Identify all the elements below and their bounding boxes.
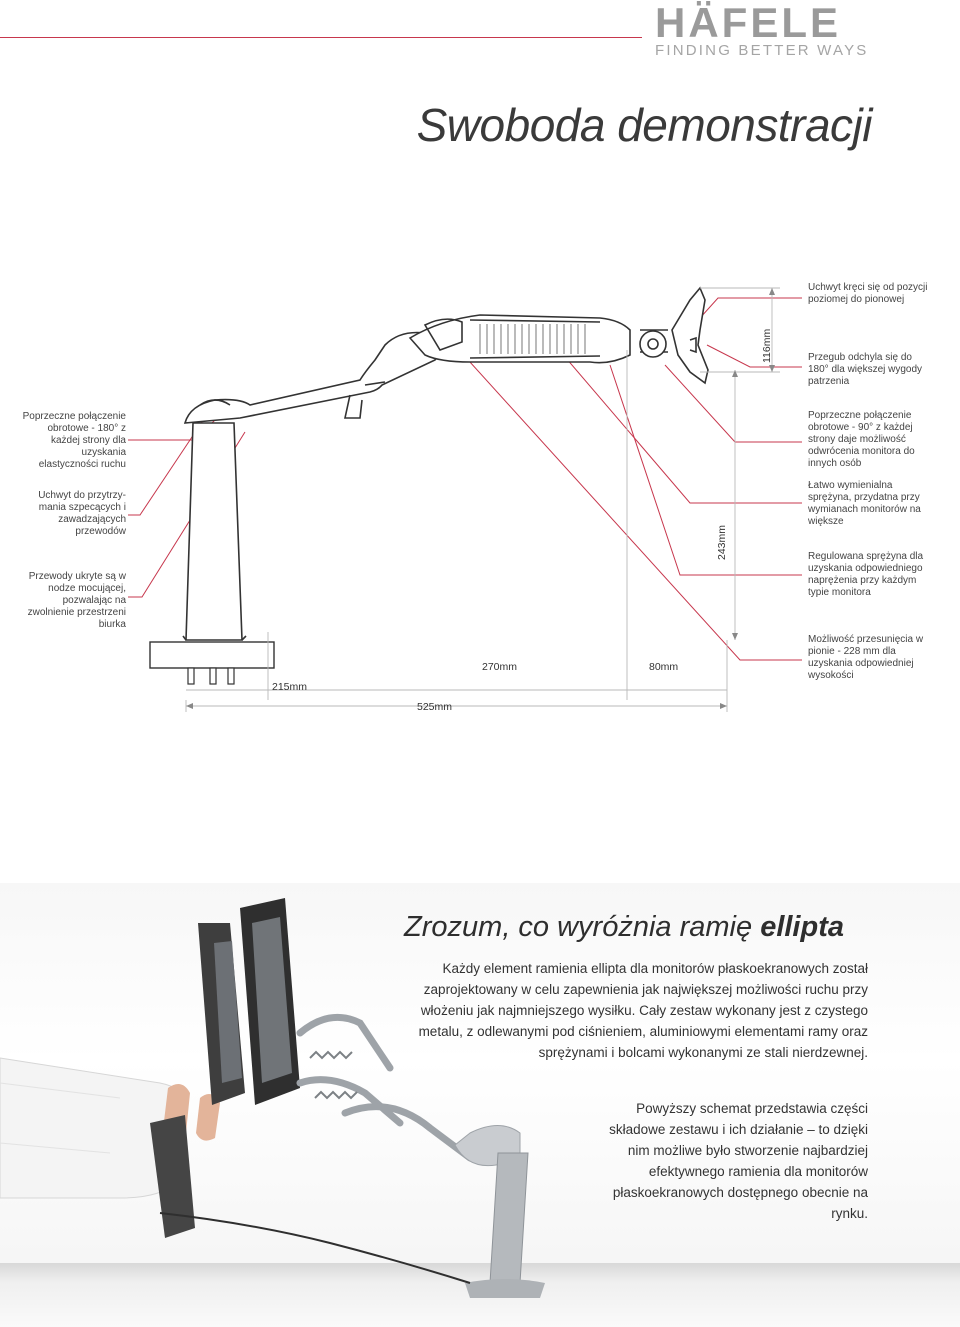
rear-monitor bbox=[150, 923, 245, 1238]
arm-outline bbox=[183, 288, 708, 640]
section-paragraph-1: Każdy element ramienia ellipta dla monitorów płaskoekranowych został zaprojektowany w celu zapewnienia jak największej możliwości ruchu przy włożeniu jak najmniejszego wysiłku. Cały zestaw wykonany jest z czystego metalu, z odlewanymi pod ciśnieniem, aluminiowymi elementami ramy oraz sprężynami i bolcami wykonanymi ze stali nierdzewnej. bbox=[418, 961, 868, 1060]
annotation-replaceable-spring: Łatwo wymienialna sprężyna, przydatna przy wymianach monitorów na większe bbox=[808, 480, 921, 527]
annotation-tilt-180: Przegub odchyla się do 180° dla większej wygody patrzenia bbox=[808, 352, 923, 387]
section-title-product: ellipta bbox=[760, 911, 844, 943]
arm-springs bbox=[310, 1052, 357, 1098]
dimension-215mm: 215mm bbox=[272, 681, 308, 693]
annotation-hidden-cables: Przewody ukryte są w nodze mocującej, pozwalając na zwolnienie przestrzeni biurka bbox=[27, 571, 126, 630]
annotation-swivel-90: Poprzeczne połączenie obrotowe - 90° z każdej strony daje możliwość odwrócenia monitora do innych osób bbox=[808, 410, 915, 469]
annotation-vertical-adjust: Możliwość przesunięcia w pionie - 228 mm dla uzyskania odpowiedniej wysokości bbox=[808, 634, 924, 681]
front-monitor bbox=[240, 898, 300, 1105]
mounting-base bbox=[150, 642, 274, 684]
section-paragraph-2: Powyższy schemat przedstawia części składowe zestawu i ich działanie – to dzięki nim możliwe było stworzenie najbardziej efektywnego ramienia dla monitorów płaskoekranowych dostępnego obecnie na rynku. bbox=[609, 1101, 868, 1221]
dimension-270mm: 270mm bbox=[482, 661, 518, 673]
section-title bbox=[404, 911, 844, 944]
logo-wordmark: HÄFELE bbox=[655, 0, 841, 46]
annotation-rotate-mount: Uchwyt kręci się od pozycji poziomej do pionowej bbox=[808, 282, 928, 305]
dimension-80mm: 80mm bbox=[649, 661, 679, 673]
dimension-116mm: 116mm bbox=[761, 328, 773, 363]
annotation-cable-holder: Uchwyt do przytrzy-mania szpecących i zawadzających przewodów bbox=[38, 490, 126, 537]
dimension-525mm: 525mm bbox=[417, 701, 453, 713]
annotation-adjustable-spring: Regulowana sprężyna dla uzyskania odpowiedniego naprężenia przy każdym typie monitora bbox=[808, 551, 924, 598]
logo-tagline: FINDING BETTER WAYS bbox=[655, 42, 869, 59]
dimension-243mm: 243mm bbox=[716, 524, 728, 560]
page-title: Swoboda demonstracji bbox=[416, 99, 872, 151]
section-title-text: Zrozum, co wyróżnia ramię bbox=[404, 911, 761, 943]
annotation-swivel-180: Poprzeczne połączenie obrotowe - 180° z każdej strony dla uzyskania elastyczności ruchu bbox=[22, 411, 126, 470]
